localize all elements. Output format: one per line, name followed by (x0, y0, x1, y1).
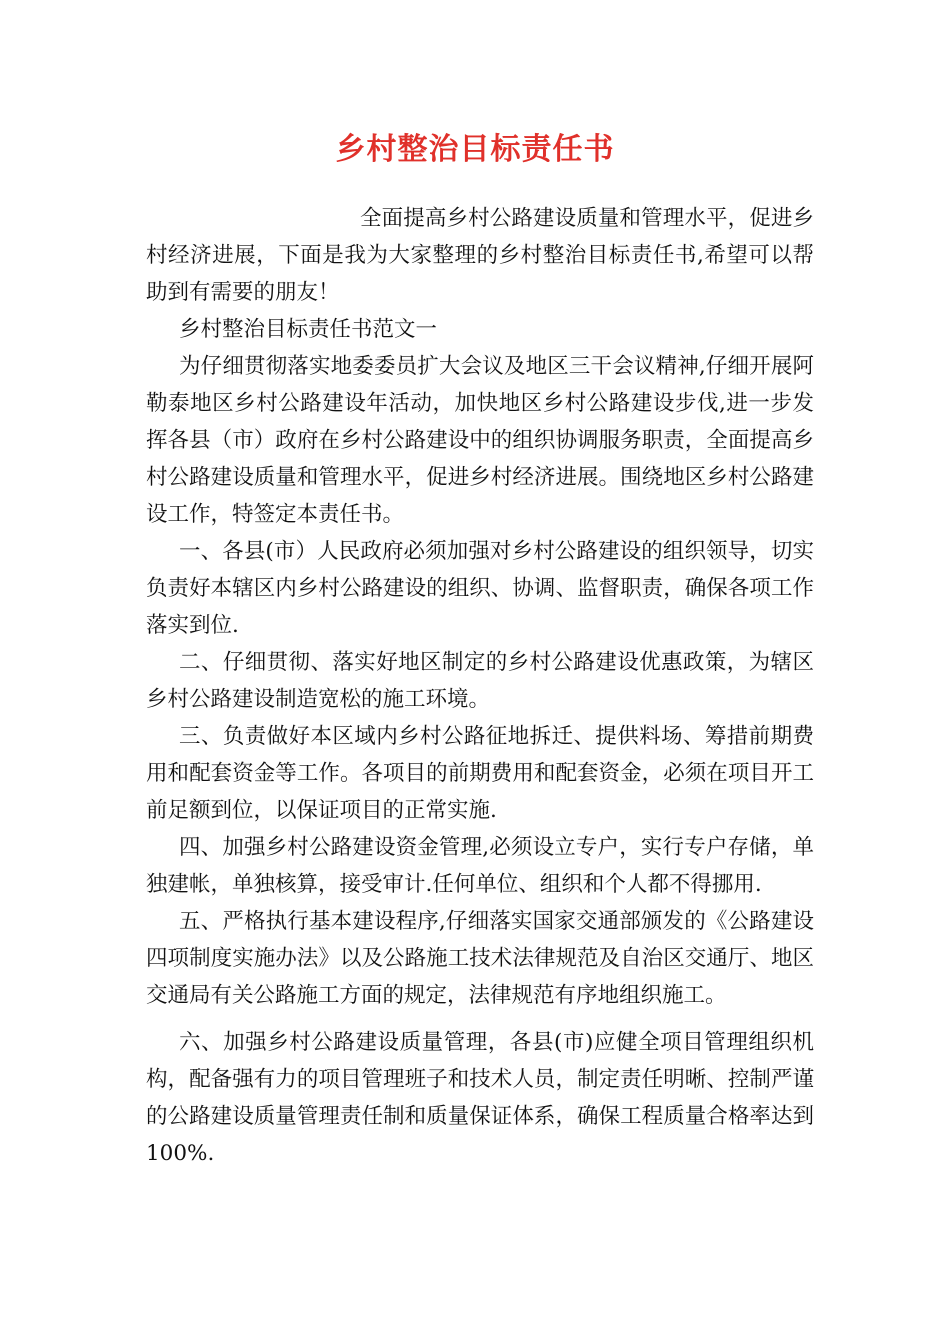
document-title: 乡村整治目标责任书 (335, 132, 615, 167)
clause-3-paragraph: 三、负责做好本区域内乡村公路征地拆迁、提供料场、筹措前期费用和配套资金等工作。各项目的前期费用和配套资金，必须在项目开工前足额到位，以保证项目的正常实施. (146, 724, 814, 823)
intro-paragraph: 全面提高乡村公路建设质量和管理水平，促进乡村经济进展，下面是我为大家整理的乡村整治目标责任书,希望可以帮助到有需要的朋友！ (146, 206, 814, 305)
clause-4-paragraph: 四、加强乡村公路建设资金管理,必须设立专户，实行专户存储，单独建帐，单独核算，接受审计.任何单位、组织和个人都不得挪用. (146, 835, 814, 897)
clause-6-paragraph: 六、加强乡村公路建设质量管理，各县(市)应健全项目管理组织机构，配备强有力的项目管理班子和技术人员，制定责任明晰、控制严谨的公路建设质量管理责任制和质量保证体系，确保工程质量合格率达到100%. (146, 1030, 814, 1166)
preamble-paragraph: 为仔细贯彻落实地委委员扩大会议及地区三干会议精神,仔细开展阿勒泰地区乡村公路建设年活动，加快地区乡村公路建设步伐,进一步发挥各县（市）政府在乡村公路建设中的组织协调服务职责，全面提高乡村公路建设质量和管理水平，促进乡村经济进展。围绕地区乡村公路建设工作，特签定本责任书。 (146, 354, 814, 527)
document-body (146, 200, 814, 1172)
clause-5-paragraph: 五、严格执行基本建设程序,仔细落实国家交通部颁发的《公路建设四项制度实施办法》以及公路施工技术法律规范及自治区交通厅、地区交通局有关公路施工方面的规定，法律规范有序地组织施工。 (146, 909, 814, 1008)
clause-1-paragraph: 一、各县(市）人民政府必须加强对乡村公路建设的组织领导，切实负责好本辖区内乡村公路建设的组织、协调、监督职责，确保各项工作落实到位. (146, 539, 814, 638)
section-heading: 乡村整治目标责任书范文一 (179, 317, 438, 342)
clause-2-paragraph: 二、仔细贯彻、落实好地区制定的乡村公路建设优惠政策，为辖区乡村公路建设制造宽松的施工环境。 (146, 650, 814, 712)
